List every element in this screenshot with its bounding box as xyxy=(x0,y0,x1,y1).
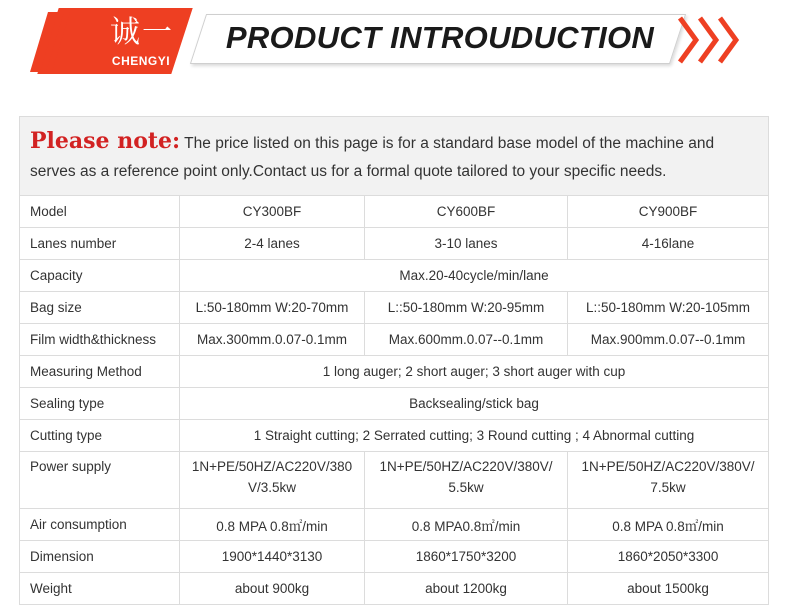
table-row xyxy=(20,260,769,292)
row-label: Sealing type xyxy=(20,388,180,420)
table-cell: Max.600mm.0.07--0.1mm xyxy=(365,324,568,356)
row-label: Model xyxy=(20,196,180,228)
row-label: Weight xyxy=(20,573,180,605)
table-cell: Max.300mm.0.07-0.1mm xyxy=(180,324,365,356)
note-text: The price listed on this page is for a standard base model of the machine and serves as a reference point only.Contact us for a formal quote tailored to your specific needs. xyxy=(30,134,715,180)
table-cell: L::50-180mm W:20-95mm xyxy=(365,292,568,324)
table-row xyxy=(20,196,769,228)
logo-chinese-text: 诚一 xyxy=(110,15,174,50)
logo-english-text: CHENGYI xyxy=(111,54,171,68)
table-cell: CY600BF xyxy=(365,196,568,228)
row-label: Capacity xyxy=(20,260,180,292)
table-cell: 0.8 MPA0.8㎡/min xyxy=(365,509,568,541)
table-cell: 4-16lane xyxy=(568,228,769,260)
row-label: Dimension xyxy=(20,541,180,573)
table-row xyxy=(20,388,769,420)
table-cell: about 1500kg xyxy=(568,573,769,605)
table-cell: 1N+PE/50HZ/AC220V/380V/3.5kw xyxy=(180,452,365,509)
table-cell: Max.900mm.0.07--0.1mm xyxy=(568,324,769,356)
table-row xyxy=(20,356,769,388)
table-cell: Max.20-40cycle/min/lane xyxy=(180,260,769,292)
row-label: Measuring Method xyxy=(20,356,180,388)
table-cell: 1 Straight cutting; 2 Serrated cutting; 3 Round cutting ; 4 Abnormal cutting xyxy=(180,420,769,452)
left-stripes-icon xyxy=(30,10,70,74)
table-cell: 2-4 lanes xyxy=(180,228,365,260)
table-cell: 1N+PE/50HZ/AC220V/380V/7.5kw xyxy=(568,452,769,509)
row-label: Film width&thickness xyxy=(20,324,180,356)
table-cell: CY900BF xyxy=(568,196,769,228)
banner xyxy=(0,0,786,80)
note-label: Please note: xyxy=(30,127,181,154)
table-row xyxy=(20,573,769,605)
table-cell: 1860*2050*3300 xyxy=(568,541,769,573)
row-label: Bag size xyxy=(20,292,180,324)
table-cell: 3-10 lanes xyxy=(365,228,568,260)
table-cell: 1900*1440*3130 xyxy=(180,541,365,573)
table-row xyxy=(20,509,769,541)
table-row xyxy=(20,292,769,324)
table-row xyxy=(20,420,769,452)
table-cell: 1860*1750*3200 xyxy=(365,541,568,573)
table-cell: 0.8 MPA 0.8㎡/min xyxy=(568,509,769,541)
page-title: PRODUCT INTROUDUCTION xyxy=(225,20,655,55)
table-row xyxy=(20,541,769,573)
row-label: Lanes number xyxy=(20,228,180,260)
table-cell: CY300BF xyxy=(180,196,365,228)
table-cell: Backsealing/stick bag xyxy=(180,388,769,420)
table-cell: 1 long auger; 2 short auger; 3 short auger with cup xyxy=(180,356,769,388)
table-cell: about 900kg xyxy=(180,573,365,605)
table-cell: 1N+PE/50HZ/AC220V/380V/5.5kw xyxy=(365,452,568,509)
chevron-right-icon xyxy=(676,14,756,66)
table-cell: L:50-180mm W:20-70mm xyxy=(180,292,365,324)
row-label: Air consumption xyxy=(20,509,180,541)
row-label: Power supply xyxy=(20,452,180,509)
table-row xyxy=(20,452,769,509)
table-cell: about 1200kg xyxy=(365,573,568,605)
table-cell: 0.8 MPA 0.8㎡/min xyxy=(180,509,365,541)
table-row xyxy=(20,228,769,260)
note-cell xyxy=(20,117,769,196)
row-label: Cutting type xyxy=(20,420,180,452)
table-cell: L::50-180mm W:20-105mm xyxy=(568,292,769,324)
table-row xyxy=(20,324,769,356)
note-row xyxy=(20,117,769,196)
spec-table xyxy=(19,116,769,605)
